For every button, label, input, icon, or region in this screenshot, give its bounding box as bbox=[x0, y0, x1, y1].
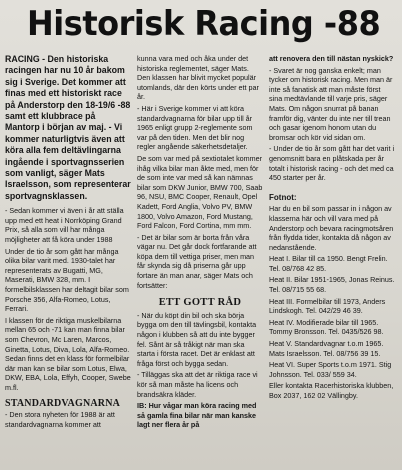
paragraph: - Här i Sverige kommer vi att köra standardvagnarna för bilar upp till år 1965 enligt grupp 2-reglemente som var på den tiden. Men det blir nog regler angående säkerhetsdetaljer. bbox=[137, 103, 253, 152]
paragraph: De som var med på sextiotalet kommer ihåg vilka bilar man åkte med, men för de som inte var med så kan nämnas bilar som DKW Junior, BMW 700, Saab 96, NSU, BMC Cooper, Renault, Opel Kadett, Ford Anglia, Volvo PV, BMW 1800, Volvo Amazon, Ford Mustang, Ford Falcon, Ford Cortina, mm mm. bbox=[137, 153, 263, 231]
heat-contact: Heat I. Bilar till ca 1950. Bengt Frelin. Tel. 08/768 42 85. bbox=[269, 254, 388, 273]
paragraph: - Svaret är nog ganska enkelt; man tycker om historisk racing. Men man är inte så fanatisk att man måste först sina medtävlande till varje pris, säger Mats. Om någon snurrat på banan framför dig, vänter du inte ner till trean och gasar igenom honom utan du bromsar och kör vid sidan om. bbox=[269, 65, 393, 142]
paragraph: - Den stora nyheten för 1988 är att standardvagnarna kommer att bbox=[5, 410, 115, 429]
heat-contact: Heat IV. Modifierade bilar till 1965. Tommy Bronsson. Tel. 0435/526 98. bbox=[269, 317, 384, 337]
heat-contact: Heat V. Standardvagnar t.o.m 1965. Mats Israelsson. Tel. 08/756 39 15. bbox=[269, 339, 384, 358]
column-3 bbox=[269, 54, 395, 432]
club-contact: Eller kontakta Racerhistoriska klubben, Box 2037, 162 02 Vällingby. bbox=[269, 381, 394, 400]
paragraph: - När du köpt din bil och ska börja bygga om den till tävlingsbil, kontakta någon i klubben så att du inte bygger fel. Sånt är så tråkigt när man ska starta i första racet. Det är enklast att fråga först och bygga sedan. bbox=[137, 310, 257, 368]
subheading-ett-gott-rad: ETT GOTT RÅD bbox=[158, 297, 242, 309]
paragraph: Under de tio år som gått har många olika bilar varit med. 1930-talet har representerats av Bugatti, MG, Maserati, BMW 328, mm. I formelbilsklassen har deltagit bilar som Porsche 356, Alfa-Romeo, Lotus, Ferrari. bbox=[5, 246, 129, 314]
column-1 bbox=[5, 54, 131, 432]
interview-question-end: att renovera den till nästan nyskick? bbox=[269, 54, 394, 63]
paragraph: - Sedan kommer vi även i år att ställa upp med ett heat i Norrköping Grand Prix, så alla som vill har många möjligheter att få köra under 1988 bbox=[5, 206, 124, 245]
paragraph: - Under de tio år som gått har det varit i genomsnitt bara en plåtskada per år totalt i historisk racing - och det med ca 450 starter per år. bbox=[269, 144, 395, 183]
paragraph: - Tilläggas ska att det är riktiga race vi kör så man måste ha licens och brandsäkra kläder. bbox=[137, 370, 258, 399]
paragraph: kunna vara med och åka under det historiska reglementet, säger Mats. Den klassen har blivit mycket populär utomlands, där den körts under ett par år. bbox=[137, 54, 259, 102]
paragraph: - Det är bilar som är borta från våra vägar nu. Det går dock fortfarande att köpa dem till vettiga priser, men man får skynda sig då priserna går upp fortare än man anar, säger Mats och fortsätter: bbox=[137, 232, 257, 290]
footnote-intro: Har du en bil som passar in i någon av klasserna här och vill vara med på Anderstorp och bevara racingmotsåren från flydda tider, kontakta då någon av nedanstående. bbox=[269, 204, 394, 252]
article-columns bbox=[5, 54, 397, 432]
column-2 bbox=[137, 54, 263, 432]
heat-contact: Heat VI. Super Sports t.o.m 1971. Stig Johnsson. Tel. 033/ 559 34. bbox=[269, 360, 392, 379]
interview-question: IB: Hur vågar man köra racing med så gamla fina bilar när man kanske lagt ner flera år på bbox=[137, 401, 257, 430]
heat-contact: Heat III. Formelbilar till 1973, Anders Lindskogh. Tel. 042/29 46 39. bbox=[269, 296, 386, 316]
heat-contact: Heat II. Bilar 1951-1965, Jonas Reinus. Tel. 08/715 55 68. bbox=[269, 275, 395, 295]
paragraph: I klassen för de riktiga muskelbilarna mellan 65 och -71 kan man finna bilar som Chevron, Mc Laren, Marcos, Ginetta, Lotus, Diva, Lola, Alfa-Romeo. Sedan finns det en klass för formelbilar där man kan se bilar som Lotus, Elwa, DKW, EBA, Lola, Effyh, Cooper, Swebe m.fl. bbox=[5, 315, 131, 392]
footnote-title: Fotnot: bbox=[269, 192, 297, 202]
lead-paragraph: RACING - Den historiska racingen har nu 10 år bakom sig i Sverige. Det kommer att finas med ett historiskt race på Anderstorp den 18-19/6 -88 samt ett klubbrace på Mantorp i början av maj. - Vi kommer naturligtvis även att köra alla fem deltävlingarna ingående i sportvagnsserien som vanligt, säger Mats Israelsson, som representerar sportvagnsklassen. bbox=[5, 54, 131, 201]
subheading-standardvagnarna: STANDARDVAGNARNA bbox=[5, 397, 121, 409]
headline: Historisk Racing -88 bbox=[27, 4, 381, 44]
